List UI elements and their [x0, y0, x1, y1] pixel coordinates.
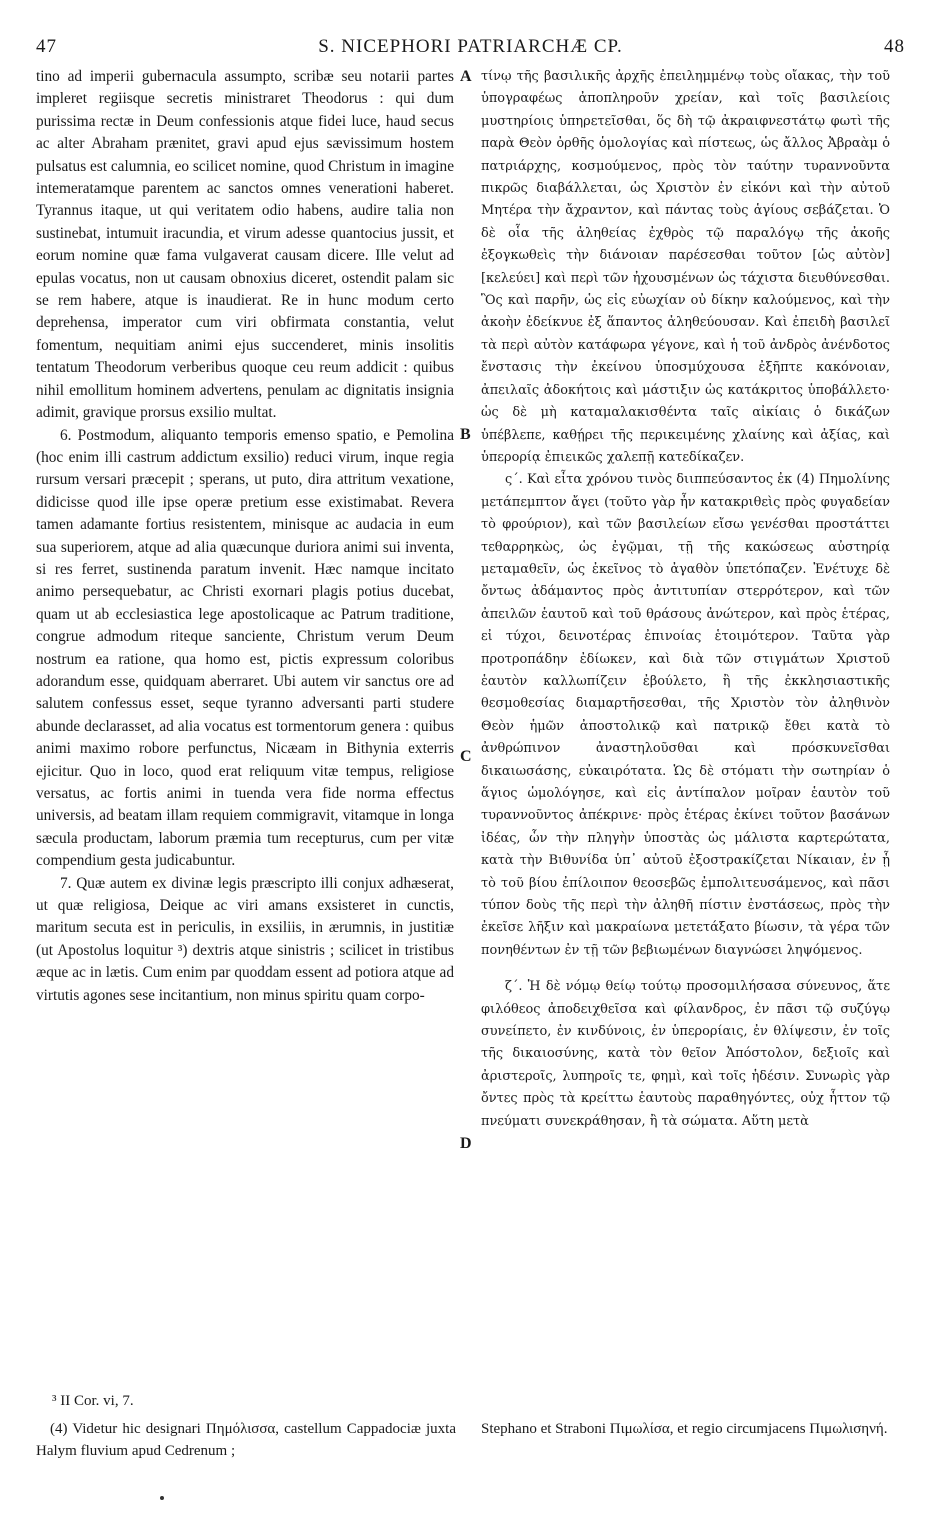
footnote-4-left: (4) Videtur hic designari Πημόλισσα, castellum Cappadociæ juxta Halym fluvium apud Cedrenum ;: [36, 1421, 456, 1459]
running-header: [36, 36, 905, 60]
greek-column: [481, 66, 890, 1133]
greek-paragraph: ς΄. Καὶ εἶτα χρόνου τινὸς διιππεύσαντος ἐκ (4) Πημολίνης μετάπεμπτον ἄγει (τοῦτο γὰρ ἦν κατακριθεὶς πρὸς φυγαδείαν τὸ φρούριον), καὶ τῶν βασιλείων εἴσω γενέσθαι προστάττει τεθαρρηκὼς, ὡς ἐγῷμαι, τῇ τῆς κακώσεως αὐστηρίᾳ μεταμαθεῖν, ὡς ἐκεῖνος τὸ ἀγαθὸν ὑπετόπαζεν. Ἐνέτυχε δὲ ὄντως ἀδάμαντος πρὸς ἀντιτυπίαν στερρότερον, καὶ τῶν ἀπειλῶν ἑαυτοῦ καὶ τοῦ θράσους ἀνώτερον, καὶ πρὸς ἑτέρας, εἰ τύχοι, δεινοτέρας ἐπινοίας ἑτοιμότερον. Ταῦτα γὰρ προτροπάδην ἐδίωκεν, καὶ διὰ τῶν στιγμάτων Χριστοῦ ἑαυτὸν καλλωπίζειν ἐβούλετο, ἢ τῆς ἐκκλησιαστικῆς θεσμοθεσίας διαμαρτῆσεσθαι, τῆς Χριστὸν τὸν ἀληθινὸν Θεὸν ἡμῶν ἀποστολικῷ καὶ πατρικῷ ἔθει κατὰ τὸ ἀνθρώπινον ἀναστηλοῦσθαι καὶ πρόσκυνεῖσθαι δικαιωσάσης, εὐκαιρότατα. Ὡς δὲ στόματι τὴν σωτηρίαν ὁ ἅγιος ὡμολόγησε, καὶ εἰς ἀντίπαλον μοῖραν ἑαυτὸν τοῦ τυραννοῦντος ἀπέκρινε· πρὸς ἑτέρας ἐκίνει τοῦτον βασάνων ἰδέας, ὧν τὴν πληγὴν ὑποστὰς ὡς μάλιστα καρτερώτατα, κατὰ τὴν Βιθυνίδα ὑπ᾽ αὐτοῦ ἐξοστρακίζεται Νίκαιαν, ἐν ᾗ τὸ τοῦ βίου ἐπίλοιπον θεοσεβῶς ἐμπολιτευσάμενος, καὶ πᾶσι τύπον δοὺς τῆς περὶ τὴν ἀληθῆ πίστιν ἐνστάσεως, πρὸς τὴν ἐκεῖσε λῆξιν καὶ μακραίωνα μετετάξατο βίωσιν, τὰ γέρα τῶν πονηθέντων ἐν τῇ τῶν βεβιωμένων διαγνώσει ληψόμενος.: [481, 472, 890, 958]
running-title: S. NICEPHORI PATRIARCHÆ CP.: [318, 36, 623, 57]
latin-column: [36, 66, 454, 1007]
page-number-left: 47: [36, 36, 57, 57]
footnote-4-right: Stephano et Straboni Πιμωλίσα, et regio circumjacens Πιμωλισηνή.: [481, 1421, 888, 1437]
latin-paragraph: 6. Postmodum, aliquanto temporis emenso spatio, e Pemolina (hoc enim illi castrum addictum exsilio) reduci virum, inque regia rursum versari præcepit ; sperans, ut puto, dira attritum vexatione, didicisse quod ille ipse operæ pretium esse existimabat. Revera tamen adamante fortius resistentem, minisque ac audacia in eum sua superiorem, atque ad alia quæcunque duriora animi sui inventa, si res ferret, sustinenda paratum invenit. Hæc namque incitato animo persequebatur, ac Christi exornari plagis potius ducebat, quam ut ab ecclesiastica lege apostolicaque ac Patrum traditione, congrue admodum riteque sanciente, Christum verum Deum nostrum ea ratione, qua homo est, pictis expressum coloribus adorandum esse, quidquam aberraret. Ubi autem vir sanctus ore ad salutem confessus esset, seque tyranno adversanti parti studere abunde declarasset, ad alia vocatus est tormentorum genera : quibus animi maximo robore perfunctus, Nicæam in Bithynia exterris ejicitur. Quo in loco, quod erat reliquum vitæ tempus, religiose versatus, ac fortis animi in tuenda vera fide norma effectus universis, ad beatam illam requiem commigravit, vitamque in longa sæcula productam, laborum præmia tum recepturus, cum per vitæ compendium gesta judicabuntur.: [36, 426, 454, 870]
latin-paragraph: tino ad imperii gubernacula assumpto, scribæ seu notarii partes impleret regiisque secretis ministraret Theodorus : qui dum purissima rectæ in Deum confessionis atque fidei luce, haud secus ac alter Abraham prænitet, gravi apud ejus sævissimum hostem pulsatus est calumnia, eo scilicet nomine, quod Christum in imagine intemeratamque parentem ac sanctos omnes venerationi haberet. Tyrannus itaque, ut qui veritatem odio habens, audire talia non sustinebat, intumuit iracundia, et virum adesse quantocius jussit, et eorum nomine quæ fama vulgaverat causam dicere. Ille velut ad epulas vocatus, non ut causam obnoxius diceret, ostendit palam sic se rem habere, atque is inaudierat. Re in hunc modum certo deprehensa, imperator cum viri obfirmata constantia, velut fomentum, nequitiam animi ejus succenderet, minis insolitis tentatum Theodorum verberibus quoque ceu reum addicit : quibus nihil emollitum hominem advertens, penulam ac dignitatis insignia adimit, gravique prorsus exsilio multat.: [36, 68, 454, 422]
margin-letter-b: B: [460, 426, 471, 443]
margin-letter-c: C: [460, 748, 472, 765]
latin-paragraph: 7. Quæ autem ex divinæ legis præscripto illi conjux adhæserat, ut quæ religiosa, Deique ac viri amans exsisteret in cunctis, maritum secuta est in periculis, in exsiliis, in ærumnis, in justitiæ (ut Apostolus loquitur ³) dextris atque sinistris ; scilicet in tristibus æque ac in lætis. Cum enim par quoddam essent ad potiora atque ad virtutis agones sese incitantium, non minus spiritu quam corpo-: [36, 874, 454, 1004]
greek-paragraph: ζ΄. Ἡ δὲ νόμῳ θείῳ τούτῳ προσομιλήσασα σύνευνος, ἅτε φιλόθεος ἀποδειχθεῖσα καὶ φίλανδρος, ἐν πᾶσι τῷ συζύγῳ συνείπετο, ἐν κινδύνοις, ἐν ὑπερορίαις, ἐν θλίψεσιν, ἐν τοῖς τῆς δικαιοσύνης, κατὰ τὸν θεῖον Ἀπόστολον, δεξιοῖς καὶ ἀριστεροῖς, λυπηροῖς τε, φημὶ, καὶ τοῖς ἡδέσιν. Συνωρὶς γὰρ ὄντες πρὸς τὰ κρείττω ἑαυτοὺς παραθηγόντες, οὐχ ἧττον τῷ πνεύματι συνεκράθησαν, ἢ τὰ σώματα. Αὕτη μετὰ: [481, 979, 890, 1129]
greek-paragraph: τίνῳ τῆς βασιλικῆς ἀρχῆς ἐπειλημμένῳ τοὺς οἴακας, τὴν τοῦ ὑπογραφέως ἀποπληροῦν χρείαν, καὶ τοῖς βασιλείοις μυστηρίοις ὑπηρετεῖσθαι, ὅς δὴ τῷ ἀκραιφνεστάτῳ φωτὶ τῆς παρὰ Θεὸν ὀρθῆς ὁμολογίας καὶ πίστεως, ὡς ἄλλος Ἀβραὰμ ὁ πατριάρχης, κοσμούμενος, πρὸς τὸν ταύτην τυραννοῦντα πικρῶς διαβάλλεται, ὡς Χριστὸν ἐν εἰκόνι καὶ τὴν αὐτοῦ Μητέρα τὴν ἄχραντον, καὶ πάντας τοὺς ἁγίους σεβάζεται. Ὁ δὲ οἷα τῆς ἀληθείας ἐχθρὸς τῷ παραλόγῳ τῆς ἀκοῆς ἐξογκωθεὶς τὴν διάνοιαν παρέσεσθαι τοῦτον [ὡς αὐτὸν] [κελεύει] καὶ περὶ τῶν ἠχουσμένων ὡς τάχιστα διευθύνεσθαι. Ὃς καὶ παρῆν, ὡς εἰς εὐωχίαν οὐ δίκην καλούμενος, καὶ τὴν ἀκοὴν ἐδείκνυε ἐξ ἅπαντος ἀληθεύουσαν. Καὶ ἐπειδὴ βασιλεῖ τὰ περὶ αὐτὸν κατάφωρα γέγονε, καὶ ἡ τοῦ ἀνδρὸς ἀνένδοτος ἔνστασις τὴν ἐκείνου ὑποσμύχουσα ἐξῆπτε κακόνοιαν, ἀπειλαῖς ἀδοκήτοις καὶ μάστιξιν ὡς κατάκριτος ὑποβάλλετο· ὡς δὲ μὴ καταμαλακισθέντα ταῖς αἰκίαις ὁ δικάζων ὑπέβλεπε, καθῄρει τῆς περικειμένης χλαίνης καὶ ἀξίας, καὶ ὑπερορίᾳ ἐπιεικῶς χαλεπῇ κατεδίκαζεν.: [481, 69, 890, 465]
margin-letter-a: A: [460, 68, 472, 85]
footnote-reference: ³ II Cor. vi, 7.: [52, 1393, 134, 1409]
margin-letter-d: D: [460, 1135, 472, 1152]
page-number-right: 48: [884, 36, 905, 57]
printer-mark: [160, 1496, 164, 1500]
